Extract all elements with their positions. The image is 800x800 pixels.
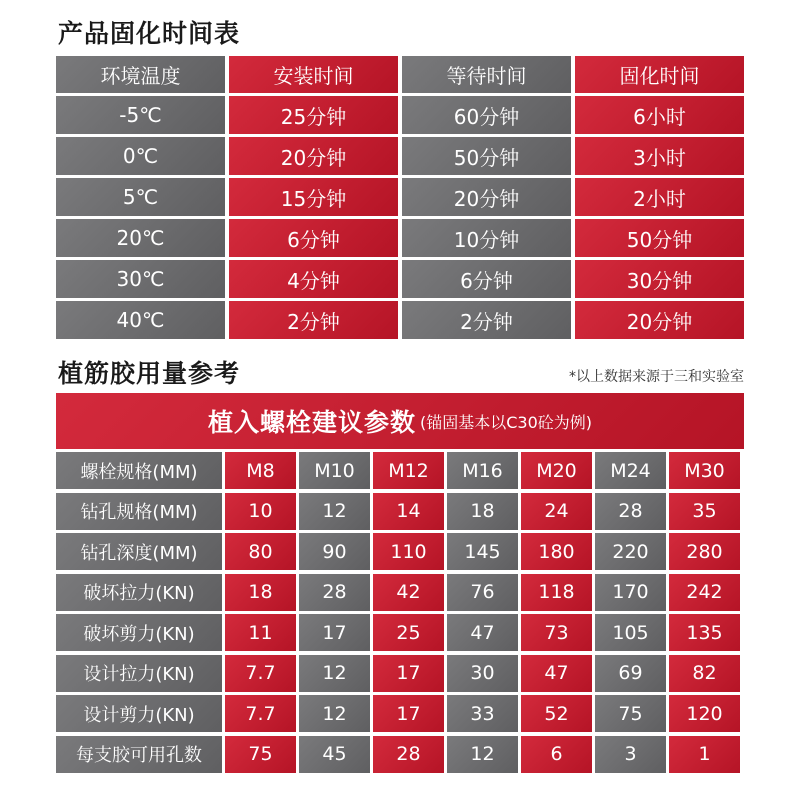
param-cell: 73 [521, 614, 592, 651]
param-row-label: 钻孔深度(MM) [56, 533, 222, 570]
param-cell: 18 [447, 493, 518, 530]
cure-cell: 6分钟 [402, 260, 571, 298]
param-cell: 33 [447, 695, 518, 732]
cure-cell: 15分钟 [229, 178, 398, 216]
param-cell: 35 [669, 493, 740, 530]
param-cell: 76 [447, 574, 518, 611]
param-cell: 180 [521, 533, 592, 570]
cure-cell: 50分钟 [575, 219, 744, 257]
param-cell: 110 [373, 533, 444, 570]
banner-title: 植入螺栓建议参数 [207, 408, 416, 437]
param-row-label: 钻孔规格(MM) [56, 493, 222, 530]
param-cell: 45 [299, 736, 370, 773]
param-cell: 30 [447, 655, 518, 692]
param-cell: 280 [669, 533, 740, 570]
param-cell: 17 [373, 695, 444, 732]
param-cell: M8 [225, 452, 296, 489]
cure-cell: 60分钟 [402, 96, 571, 134]
param-cell: M30 [669, 452, 740, 489]
cure-cell: 30分钟 [575, 260, 744, 298]
param-cell: 6 [521, 736, 592, 773]
param-row-label: 破坏拉力(KN) [56, 574, 222, 611]
param-cell: 242 [669, 574, 740, 611]
param-cell: 25 [373, 614, 444, 651]
cure-cell: 5℃ [56, 178, 225, 216]
cure-cell: 2小时 [575, 178, 744, 216]
param-cell: 28 [299, 574, 370, 611]
param-cell: 47 [521, 655, 592, 692]
param-cell: M16 [447, 452, 518, 489]
cure-cell: 25分钟 [229, 96, 398, 134]
param-cell: 10 [225, 493, 296, 530]
param-cell: 118 [521, 574, 592, 611]
cure-cell: 50分钟 [402, 137, 571, 175]
cure-cell: 20分钟 [402, 178, 571, 216]
param-cell: 12 [299, 695, 370, 732]
param-cell: 170 [595, 574, 666, 611]
param-cell: 1 [669, 736, 740, 773]
param-cell: 145 [447, 533, 518, 570]
param-cell: 69 [595, 655, 666, 692]
param-cell: 12 [299, 655, 370, 692]
cure-cell: 4分钟 [229, 260, 398, 298]
param-cell: 135 [669, 614, 740, 651]
param-cell: 18 [225, 574, 296, 611]
dosage-title: 植筋胶用量参考 [58, 359, 241, 388]
param-cell: 17 [299, 614, 370, 651]
param-row-label: 每支胶可用孔数 [56, 736, 222, 773]
param-cell: 3 [595, 736, 666, 773]
param-cell: 12 [299, 493, 370, 530]
param-row-label: 设计拉力(KN) [56, 655, 222, 692]
param-cell: 28 [595, 493, 666, 530]
param-cell: 82 [669, 655, 740, 692]
cure-cell: 30℃ [56, 260, 225, 298]
cure-cell: 3小时 [575, 137, 744, 175]
param-row-label: 设计剪力(KN) [56, 695, 222, 732]
header-install-time: 安装时间 [229, 56, 398, 93]
cure-cell: 0℃ [56, 137, 225, 175]
param-cell: M24 [595, 452, 666, 489]
param-cell: 75 [595, 695, 666, 732]
param-cell: 14 [373, 493, 444, 530]
cure-cell: 6分钟 [229, 219, 398, 257]
param-cell: 7.7 [225, 655, 296, 692]
bolt-params-table [56, 452, 744, 776]
cure-time-table [56, 56, 744, 342]
cure-table-title: 产品固化时间表 [58, 19, 241, 48]
banner-subtitle: (锚固基本以C30砼为例) [419, 412, 593, 432]
param-cell: 7.7 [225, 695, 296, 732]
cure-cell: 20℃ [56, 219, 225, 257]
param-cell: 24 [521, 493, 592, 530]
param-cell: 47 [447, 614, 518, 651]
cure-cell: 20分钟 [575, 301, 744, 339]
param-cell: 120 [669, 695, 740, 732]
cure-cell: 2分钟 [229, 301, 398, 339]
header-temperature: 环境温度 [56, 56, 225, 93]
cure-cell: 40℃ [56, 301, 225, 339]
param-cell: M10 [299, 452, 370, 489]
cure-cell: 2分钟 [402, 301, 571, 339]
cure-cell: -5℃ [56, 96, 225, 134]
cure-cell: 6小时 [575, 96, 744, 134]
param-cell: M12 [373, 452, 444, 489]
param-cell: 28 [373, 736, 444, 773]
param-cell: 105 [595, 614, 666, 651]
param-cell: 75 [225, 736, 296, 773]
bolt-params-banner [56, 393, 744, 449]
param-cell: 17 [373, 655, 444, 692]
header-cure-time: 固化时间 [575, 56, 744, 93]
param-cell: 42 [373, 574, 444, 611]
param-cell: 52 [521, 695, 592, 732]
param-cell: 12 [447, 736, 518, 773]
param-cell: 90 [299, 533, 370, 570]
param-cell: 220 [595, 533, 666, 570]
param-cell: 11 [225, 614, 296, 651]
param-row-label: 破坏剪力(KN) [56, 614, 222, 651]
param-row-label: 螺栓规格(MM) [56, 452, 222, 489]
param-cell: M20 [521, 452, 592, 489]
data-source-note: *以上数据来源于三和实验室 [569, 369, 744, 385]
cure-cell: 20分钟 [229, 137, 398, 175]
header-wait-time: 等待时间 [402, 56, 571, 93]
param-cell: 80 [225, 533, 296, 570]
cure-cell: 10分钟 [402, 219, 571, 257]
